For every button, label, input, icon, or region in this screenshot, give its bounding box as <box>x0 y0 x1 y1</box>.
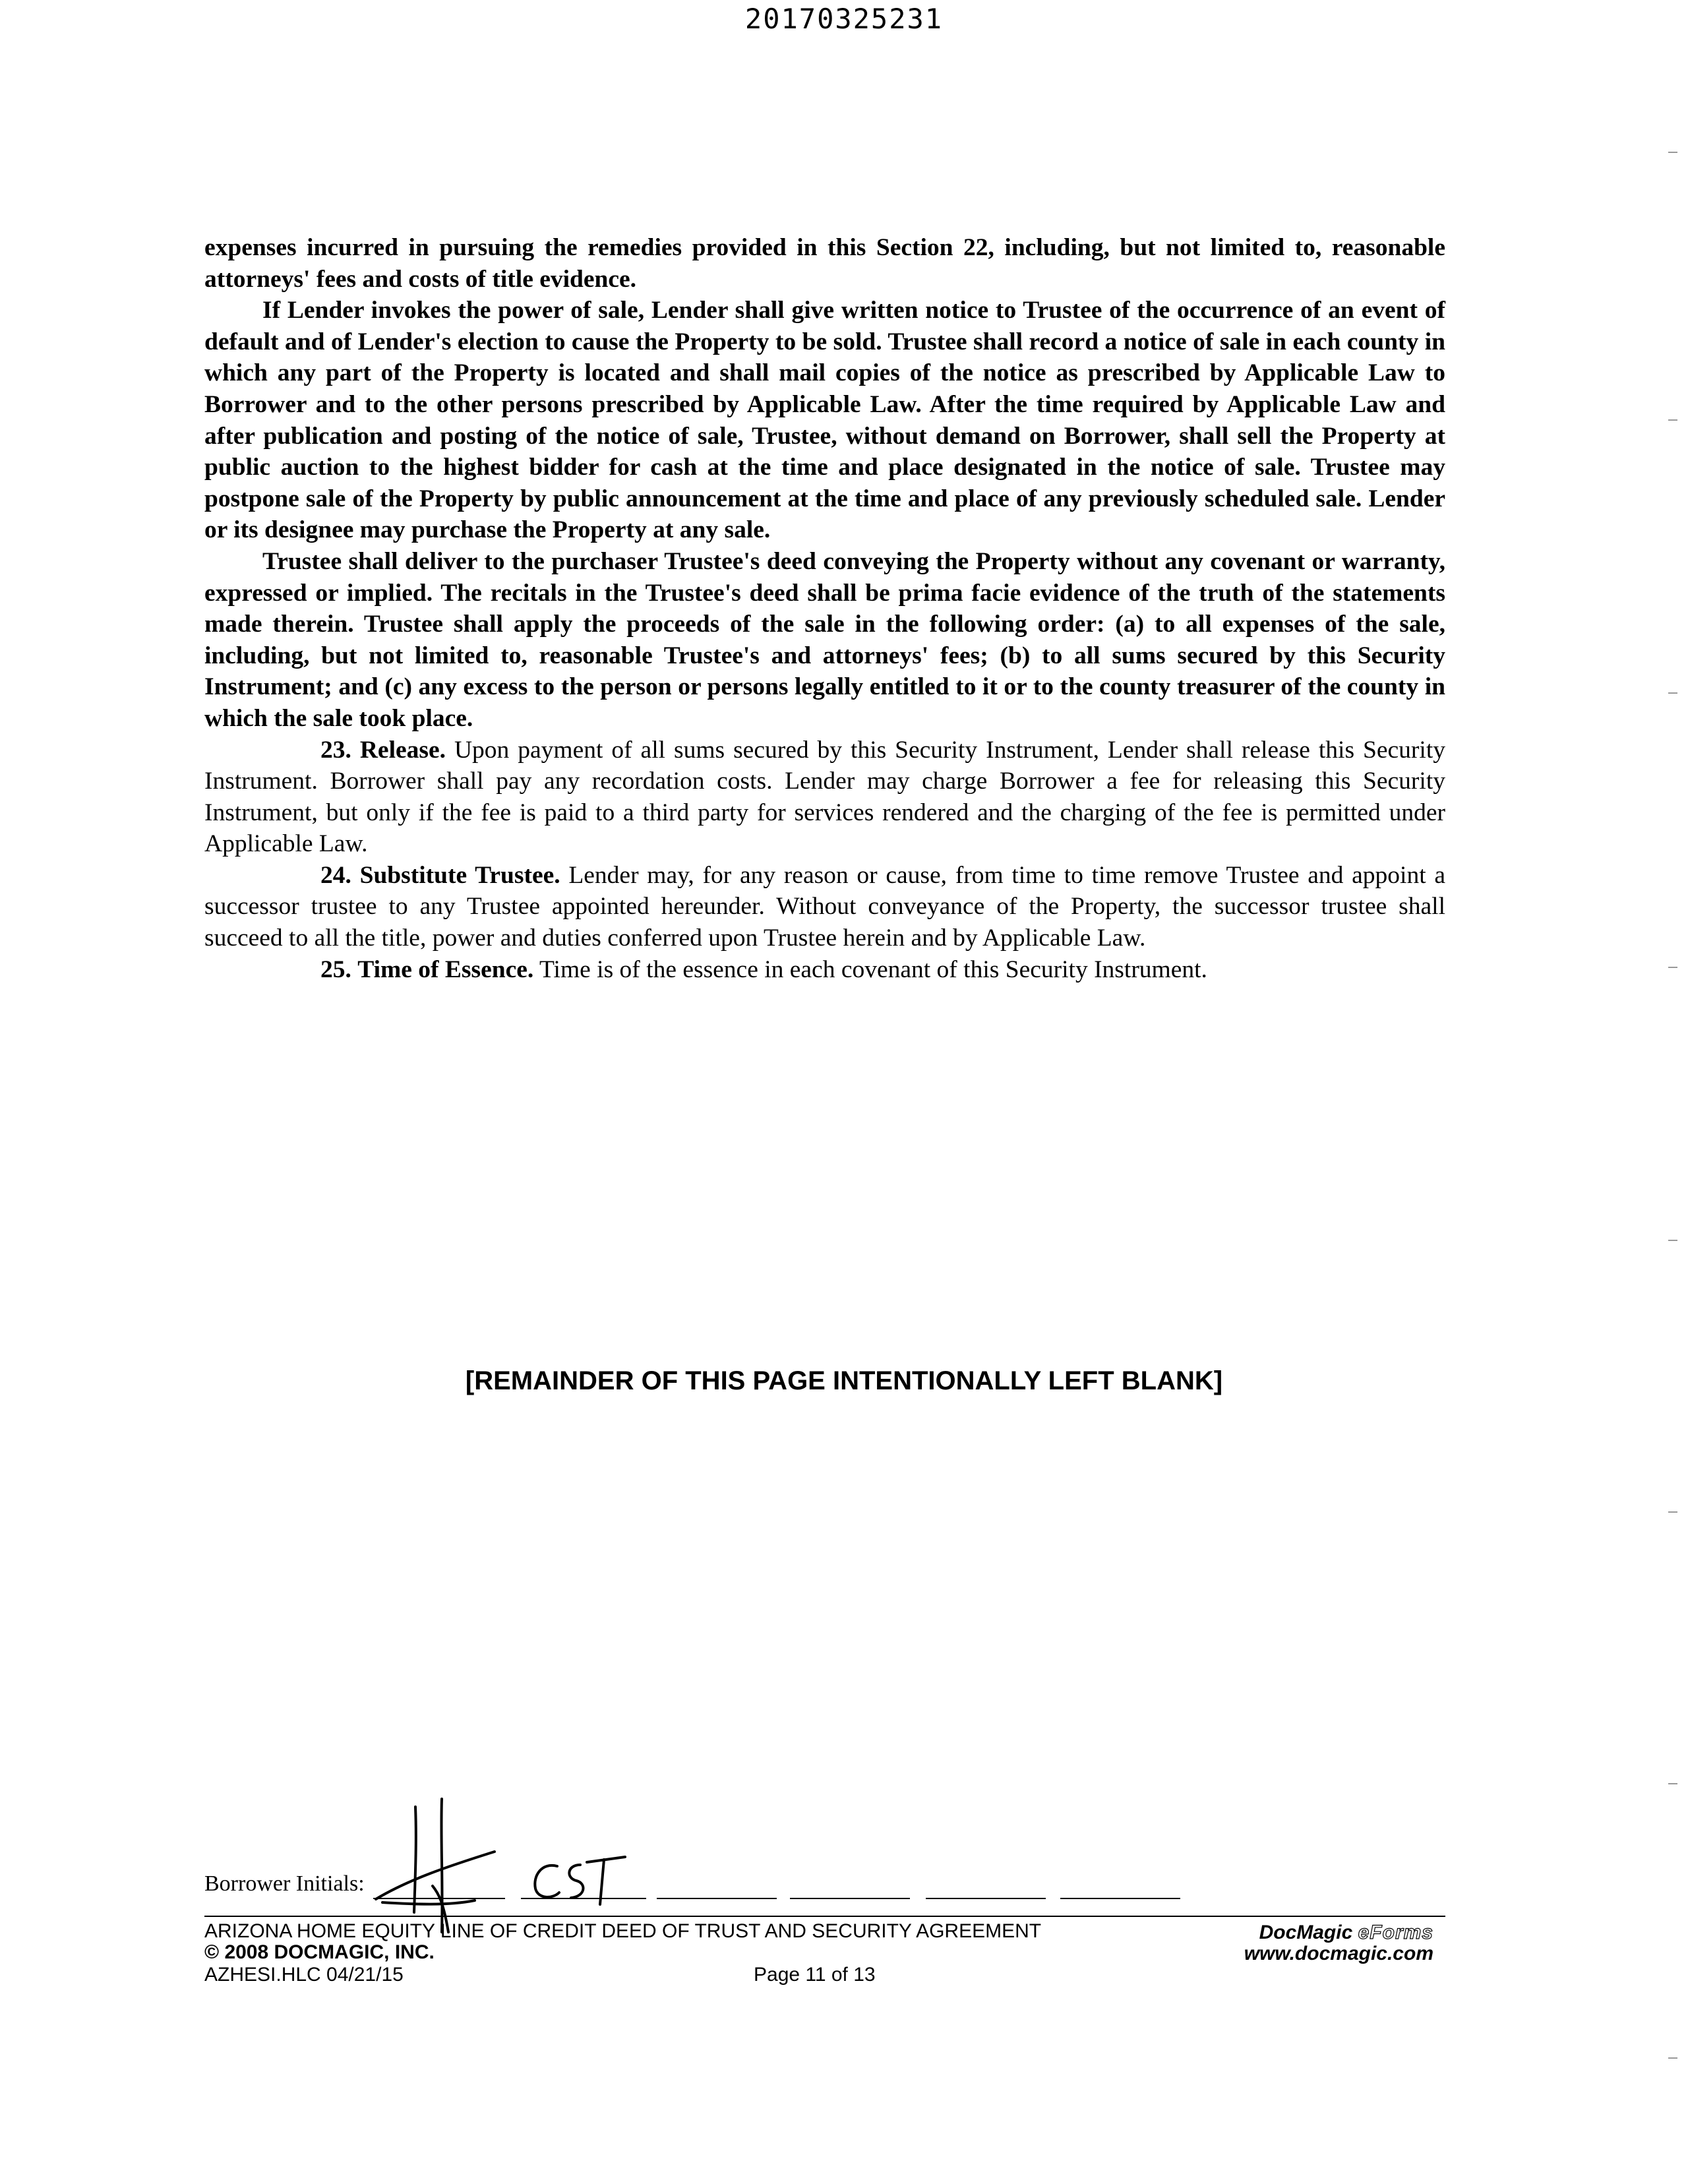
scan-edge-marks <box>1648 0 1688 2184</box>
paragraph-remedies-expenses: expenses incurred in pursuing the remedies provided in this Section 22, including, but not limited to, reasonable attorneys' fees and costs of title evidence. <box>204 234 1445 293</box>
initials-line[interactable] <box>790 1898 910 1899</box>
docmagic-logo <box>1259 1922 1433 1944</box>
docmagic-website[interactable]: www.docmagic.com <box>1244 1943 1433 1964</box>
footer-rule <box>204 1916 1445 1917</box>
page-number: Page 11 of 13 <box>754 1964 876 1986</box>
borrower-initials-label: Borrower Initials: <box>204 1871 365 1896</box>
section-23-release <box>204 735 1445 860</box>
initials-line[interactable] <box>926 1898 1046 1899</box>
signature-stroke <box>587 1857 625 1904</box>
handwritten-initials-signature <box>369 1794 659 1939</box>
section-25-time-of-essence <box>204 954 1445 986</box>
recording-number: 20170325231 <box>744 3 944 35</box>
paragraph-trustee-deed: Trustee shall deliver to the purchaser Trustee's deed conveying the Property without any covenant or warranty, expressed or implied. The recitals in the Trustee's deed shall be prima facie evidence of the truth of the statements made therein. Trustee shall apply the proceeds of the sale in the following order: (a) to all expenses of the sale, including, but not limited to, reasonable Trustee's and attorneys' fees; (b) to all sums secured by this Security Instrument; and (c) any excess to the person or persons legally entitled to it or to the county treasurer of the county in which the sale took place. <box>204 547 1445 732</box>
section-number: 24. <box>320 861 351 889</box>
section-text: Upon payment of all sums secured by this Security Instrument, Lender shall release this Security Instrument. Borrower shall pay any recordation costs. Lender may charge Borrower a fee for releasing this Security Instrument, but only if the fee is paid to a third party for services rendered and the charging of the fee is permitted under Applicable Law. <box>204 736 1446 858</box>
initials-line[interactable] <box>657 1898 777 1899</box>
section-title: Release. <box>359 736 446 764</box>
signature-stroke <box>376 1852 495 1899</box>
section-title: Time of Essence. <box>357 956 534 983</box>
initials-line[interactable] <box>1060 1898 1180 1899</box>
form-title: ARIZONA HOME EQUITY LINE OF CREDIT DEED OF TRUST AND SECURITY AGREEMENT <box>204 1920 1042 1942</box>
section-title: Substitute Trustee. <box>359 861 560 889</box>
signature-stroke <box>569 1865 583 1898</box>
section-24-substitute-trustee <box>204 860 1445 954</box>
blank-page-notice: [REMAINDER OF THIS PAGE INTENTIONALLY LEFT BLANK] <box>465 1366 1223 1395</box>
section-text: Lender may, for any reason or cause, from time to time remove Trustee and appoint a successor trustee to any Trustee appointed hereunder. Without conveyance of the Property, the successor trustee shall succeed to all the title, power and duties conferred upon Trustee herein and by Applicable Law. <box>204 861 1445 952</box>
signature-stroke <box>441 1799 442 1932</box>
signature-stroke <box>414 1807 416 1912</box>
copyright: © 2008 DOCMAGIC, INC. <box>204 1941 435 1963</box>
signature-stroke <box>535 1866 559 1897</box>
brand-name: DocMagic <box>1259 1922 1353 1943</box>
brand-eforms: eForms <box>1358 1922 1433 1943</box>
section-number: 23. <box>320 736 351 764</box>
section-number: 25. <box>320 956 351 983</box>
document-body <box>204 232 1445 985</box>
section-text: Time is of the essence in each covenant of this Security Instrument. <box>539 956 1207 983</box>
signature-stroke <box>382 1900 475 1904</box>
paragraph-power-of-sale: If Lender invokes the power of sale, Lender shall give written notice to Trustee of the occurrence of an event of default and of Lender's election to cause the Property to be sold. Trustee shall record a notice of sale in each county in which any part of the Property is located and shall mail copies of the notice as prescribed by Applicable Law to Borrower and to the other persons prescribed by Applicable Law. After the time required by Applicable Law and after publication and posting of the notice of sale, Trustee, without demand on Borrower, shall sell the Property at public auction to the highest bidder for cash at the time and place designated in the notice of sale. Trustee may postpone sale of the Property by public announcement at the time and place of any previously scheduled sale. Lender or its designee may purchase the Property at any sale. <box>204 297 1445 544</box>
form-code: AZHESI.HLC 04/21/15 <box>204 1964 404 1986</box>
